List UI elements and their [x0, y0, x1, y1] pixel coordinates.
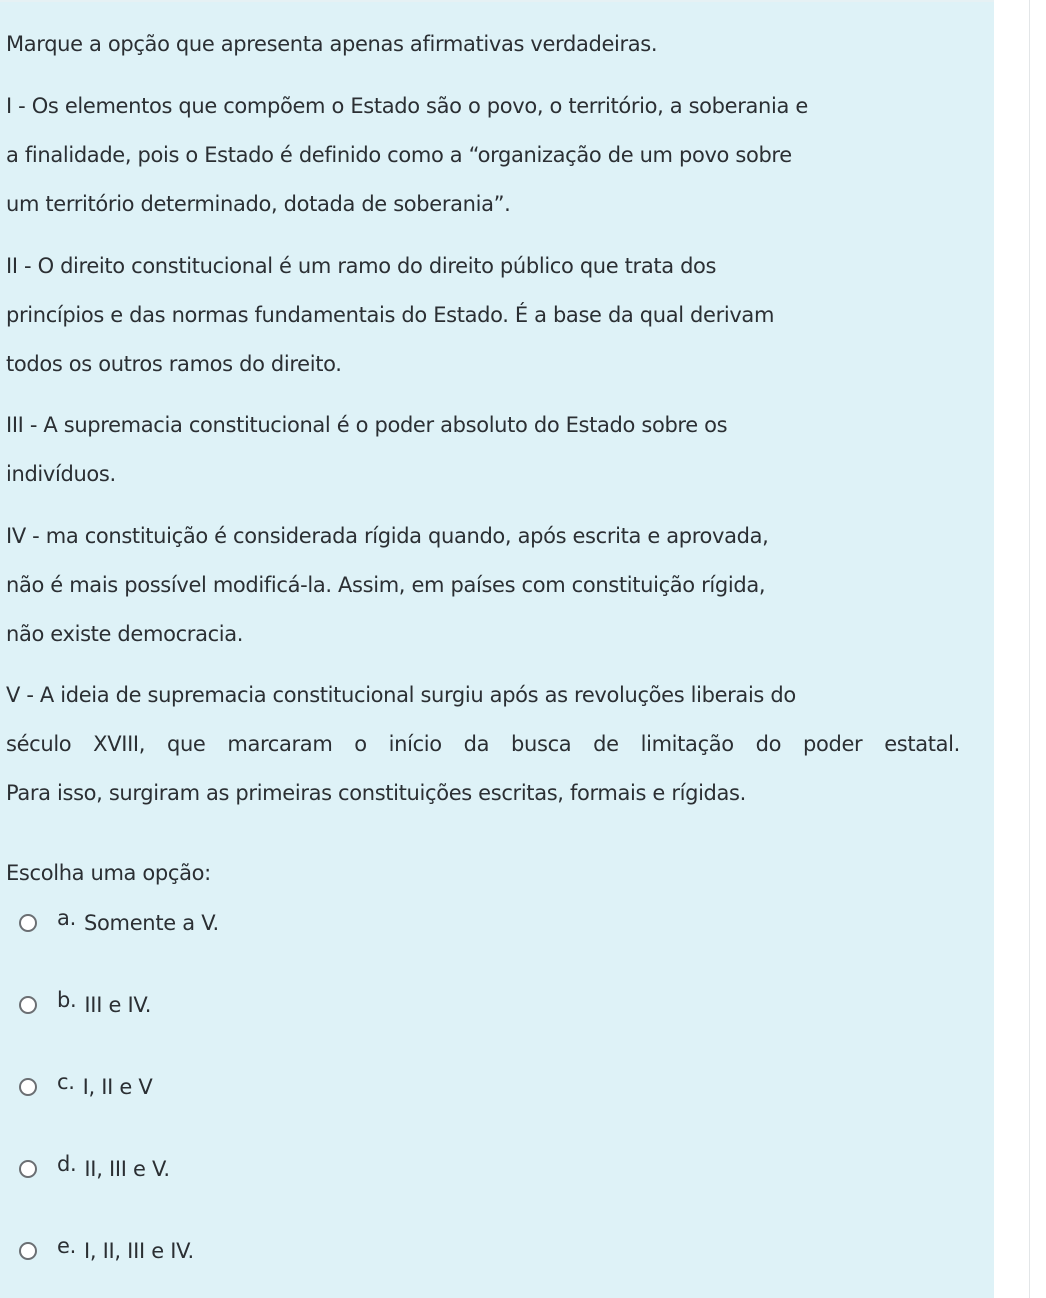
statement-ii-line-2: princípios e das normas fundamentais do Estado. É a base da qual derivam: [6, 303, 775, 327]
option-d-letter: d.: [57, 1152, 77, 1176]
radio-d[interactable]: [19, 1160, 37, 1178]
option-c-text: I, II e V: [82, 1075, 153, 1099]
question-prompt: Marque a opção que apresenta apenas afirmativas verdadeiras.: [6, 32, 658, 56]
statement-iii-line-2: indivíduos.: [6, 462, 116, 486]
statement-iv-line-2: não é mais possível modificá-la. Assim, em países com constituição rígida,: [6, 573, 766, 597]
option-a-letter: a.: [57, 906, 76, 930]
statement-iii-line-1: III - A supremacia constitucional é o poder absoluto do Estado sobre os: [6, 413, 728, 437]
statement-i-line-2: a finalidade, pois o Estado é definido como a “organização de um povo sobre: [6, 143, 792, 167]
statement-iv-line-3: não existe democracia.: [6, 622, 244, 646]
scrollbar-track[interactable]: [1029, 0, 1030, 1298]
radio-a[interactable]: [19, 914, 37, 932]
choose-option-label: Escolha uma opção:: [6, 861, 211, 885]
statement-i-line-1: I - Os elementos que compõem o Estado são o povo, o território, a soberania e: [6, 94, 808, 118]
option-e-letter: e.: [57, 1234, 76, 1258]
statement-v-line-2: século XVIII, que marcaram o início da busca de limitação do poder estatal.: [6, 732, 960, 756]
statement-ii-line-1: II - O direito constitucional é um ramo do direito público que trata dos: [6, 254, 717, 278]
radio-e[interactable]: [19, 1242, 37, 1260]
statement-ii-line-3: todos os outros ramos do direito.: [6, 352, 342, 376]
option-d[interactable]: [19, 1149, 170, 1189]
option-a-text: Somente a V.: [83, 911, 219, 935]
option-b-text: III e IV.: [84, 993, 152, 1017]
page-margin: [994, 0, 1046, 1298]
radio-c[interactable]: [19, 1078, 37, 1096]
option-c-letter: c.: [57, 1070, 75, 1094]
option-b[interactable]: [19, 985, 151, 1025]
option-a[interactable]: [19, 903, 219, 943]
radio-b[interactable]: [19, 996, 37, 1014]
statement-iv-line-1: IV - ma constituição é considerada rígida quando, após escrita e aprovada,: [6, 524, 769, 548]
option-b-letter: b.: [57, 988, 77, 1012]
option-d-text: II, III e V.: [84, 1157, 170, 1181]
statement-i-line-3: um território determinado, dotada de soberania”.: [6, 192, 511, 216]
option-e[interactable]: [19, 1231, 194, 1271]
statement-v-line-1: V - A ideia de supremacia constitucional surgiu após as revoluções liberais do: [6, 683, 796, 707]
statement-v-line-3: Para isso, surgiram as primeiras constituições escritas, formais e rígidas.: [6, 781, 746, 805]
option-e-text: I, II, III e IV.: [84, 1239, 194, 1263]
option-c[interactable]: [19, 1067, 153, 1107]
